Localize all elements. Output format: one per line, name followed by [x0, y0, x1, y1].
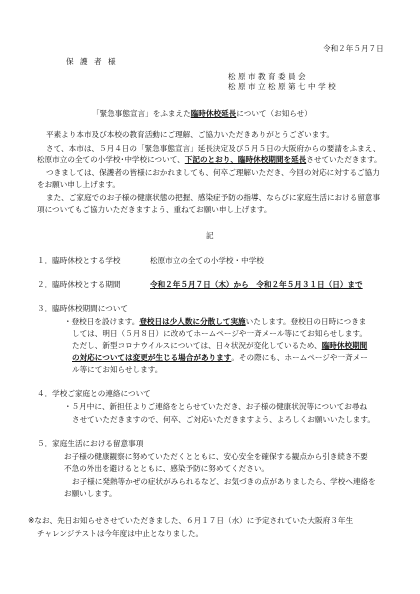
- issuer-school: 松 原 市 立 松 原 第 七 中 学 校: [228, 82, 336, 91]
- paragraph-health-line2: 項についてもご協力いただきますよう、重ねてお願い申し上げます。: [37, 205, 272, 214]
- paragraph-greeting: 平素より本市及び本校の教育活動にご理解、ご協力いただきありがとうございます。: [46, 130, 334, 139]
- title-emphasis: 臨時休校延長: [190, 109, 237, 118]
- item5-line3: お子様に発熱等かぜの症状がみられるなど、お気づきの点がありましたら、学校へ連絡を: [72, 477, 376, 486]
- item1-value: 松原市立の全ての小学校・中学校: [150, 256, 264, 265]
- announcement-emphasis: 下記のとおり、臨時休校期間を延長: [184, 155, 307, 164]
- paragraph-request-line1: つきましては、保護者の皆様におかれましても、何卒ご理解いただき、今回の対応に対するご協力: [46, 168, 380, 177]
- item3-line4-b: 。その際にも、ホームページや一斉メー: [231, 353, 368, 362]
- announcement-text-a: 松原市立の全ての小学校･中学校について、: [37, 155, 185, 164]
- paragraph-announcement-line1: さて、本市は、５月４日の「緊急事態宣言」延長決定及び５月５日の大阪府からの要請をふまえ、: [46, 144, 381, 153]
- item3-label: ３．臨時休校期間について: [37, 304, 128, 313]
- item5-line4: お願いします。: [64, 489, 117, 498]
- note-line2: チャレンジテストは今年度は中止となりました。: [37, 529, 204, 538]
- item3-line3: [72, 342, 367, 350]
- item2-label: ２．臨時休校とする期間: [37, 280, 121, 289]
- item3-line2: しては、明日（５月８日）に改めてホームページや一斉メール等にてお知らせします。: [72, 329, 368, 338]
- item2-value: 令和２年５月７日（木）から 令和２年５月３１日（日）まで: [150, 280, 363, 289]
- item3-line1-emphasis: 登校日は少人数に分散して実施: [139, 317, 246, 326]
- item4-line2: させていただきますので、何卒、ご対応いただきますよう、よろしくお願いいたします。: [72, 415, 375, 424]
- item5-line2: 不急の外出を避けるとともに、感染予防に努めてください。: [64, 464, 270, 473]
- document-title: [92, 110, 312, 118]
- note-line1: ※なお、先日お知らせさせていただきました、６月１７日（水）に予定されていた大阪府３年生: [28, 516, 354, 525]
- item3-line1-a: ・登校日を設けます。: [64, 317, 140, 326]
- item5-line1: お子様の健康観察に努めていただくとともに、安心安全を確保する観点から引き続き不要: [64, 452, 368, 461]
- item3-line1: [64, 318, 366, 326]
- item3-line3-emphasis: 臨時休校期間: [321, 341, 368, 350]
- item3-line4-emphasis: の対応については変更が生じる場合があります: [72, 353, 232, 362]
- announcement-text-c: させていただきます。: [306, 155, 382, 164]
- item3-line4: [72, 354, 368, 362]
- paragraph-announcement-line2: [37, 156, 382, 164]
- issue-date: 令和２年５月７日: [323, 44, 384, 53]
- item4-label: ４．学校ご家庭との連絡について: [37, 389, 151, 398]
- ki-heading: 記: [206, 231, 214, 240]
- item3-line1-c: いたします。登校日の日時につきま: [245, 317, 367, 326]
- item3-line3-a: ただし、新型コロナウイルスについては、日々状況が変化しているため、: [72, 341, 322, 350]
- item4-line1: ・５月中に、新担任よりご連絡をとらせていただき、お子様の健康状況等についてお尋ね: [64, 402, 368, 411]
- paragraph-health-line1: また、ご家庭でのお子様の健康状態の把握、感染症予防の指導、ならびに家庭生活における留意事: [46, 193, 381, 202]
- item1-label: １．臨時休校とする学校: [37, 256, 121, 265]
- recipient: 保 護 者 様: [66, 57, 118, 66]
- issuer-board: 松 原 市 教 育 委 員 会: [228, 72, 306, 81]
- item5-label: ５．家庭生活における留意事項: [37, 439, 144, 448]
- title-suffix: について（お知らせ）: [236, 109, 312, 118]
- item3-line5: ル等にてお知らせします。: [72, 365, 163, 374]
- title-prefix: 「緊急事態宣言」をふまえた: [92, 109, 191, 118]
- paragraph-request-line2: をお願い申し上げます。: [37, 180, 120, 189]
